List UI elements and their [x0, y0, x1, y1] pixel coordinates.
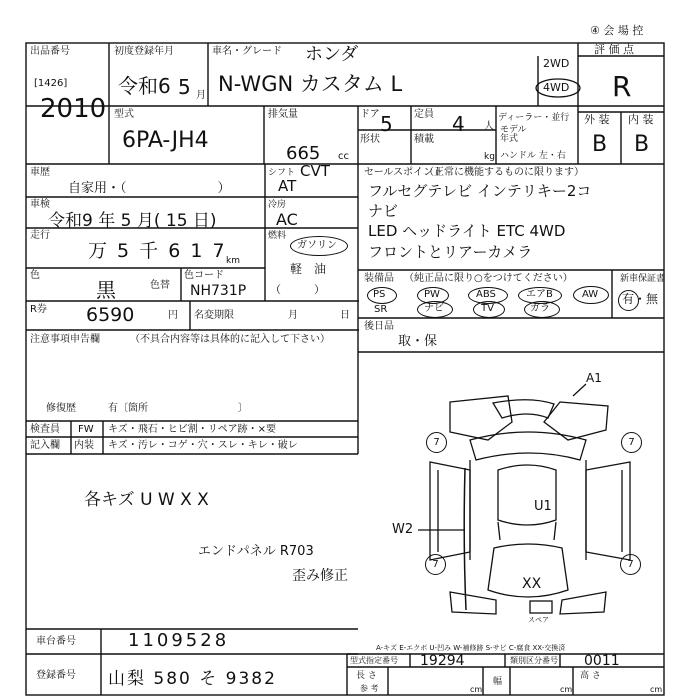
capacity-value: 4: [452, 112, 465, 136]
eval-interior: B: [634, 132, 650, 157]
first-reg-month: 5: [178, 75, 191, 99]
drive-4wd: 4WD: [543, 81, 570, 94]
fuel-selected-circle: [290, 236, 348, 256]
name-change-day: 日: [340, 310, 350, 321]
wheel-rear-right: 7: [620, 554, 641, 575]
wheel-rear-left: 7: [425, 554, 446, 575]
equipment-label: 装備品: [364, 273, 394, 284]
capacity-label: 定員: [414, 109, 434, 120]
color-change-label: 色替: [150, 280, 170, 291]
equip-pw: PW: [424, 289, 440, 300]
displacement-unit: cc: [338, 151, 349, 162]
equip-sr: SR: [374, 304, 388, 315]
color-label: 色: [30, 270, 40, 281]
dim-width-unit: cm: [560, 685, 573, 694]
car-name-label: 車名・グレード: [212, 46, 282, 57]
dealer-label: ディーラー・並行: [498, 113, 570, 123]
chassis-value: 1109528: [128, 630, 230, 651]
car-maker: ホンダ: [305, 44, 359, 65]
inspector-fw-text: キズ・飛石・ヒビ割・リペア跡・×要: [108, 424, 276, 435]
mark-w2: W2: [392, 522, 414, 537]
doors-value: 5: [380, 112, 393, 136]
shift-label: シフト: [268, 168, 296, 178]
warranty-value: 有・無: [622, 292, 659, 306]
eval-exterior: B: [592, 132, 608, 157]
drive-2wd: 2WD: [543, 57, 570, 70]
rear-seat-label: 後日品: [364, 321, 394, 332]
dim-height-unit: cm: [650, 685, 663, 694]
first-reg-label: 初度登録年月: [114, 46, 174, 57]
dim-height-label: 高 さ: [580, 671, 601, 681]
inspector-naiso-text: キズ・汚レ・コゲ・穴・スレ・キレ・破レ: [108, 440, 298, 451]
wheel-front-left: 7: [426, 432, 447, 453]
repair-value: 有〔箇所 〕: [108, 403, 248, 414]
type-approval-value: 19294: [420, 653, 465, 669]
equip-tv: TV: [481, 303, 494, 314]
equip-ps: PS: [373, 289, 386, 300]
corner-text: ④ 会 場 控: [590, 24, 644, 37]
dim-length-sub: 参 考: [360, 684, 379, 693]
lot-label: 出品番号: [30, 46, 70, 57]
handwritten-line-1: 各キズ U W X X: [84, 490, 209, 510]
recycle-label: R券: [30, 304, 47, 315]
shift-value2: AT: [278, 177, 297, 195]
history-label: 車歴: [30, 167, 50, 178]
inspector-label-1: 検査員: [30, 424, 60, 435]
shift-value: CVT: [300, 162, 330, 180]
car-model: N-WGN カスタム L: [218, 72, 403, 96]
repair-label: 修復歴: [46, 403, 76, 414]
mark-a1: A1: [586, 371, 602, 385]
notes-hint: （不具合内容等は具体的に記入して下さい）: [130, 334, 330, 345]
rear-seat-value: 取・保: [398, 334, 438, 349]
eval-int-label: 内 装: [628, 113, 654, 126]
plate-value: 山梨 580 そ 9382: [108, 669, 277, 689]
fuel-paren: （ ）: [270, 283, 325, 296]
model-code-value: 6PA-JH4: [122, 128, 209, 153]
equip-glass: ガラ: [530, 303, 550, 314]
dim-length-label: 長 さ: [356, 671, 377, 681]
model-year-label: モデル 年式: [500, 125, 527, 144]
category-value: 0011: [584, 653, 620, 669]
fuel-gasoline: ガソリン: [297, 240, 337, 251]
sales-line-2: ナビ: [368, 202, 399, 220]
eval-ext-label: 外 装: [584, 113, 610, 126]
warranty-label: 新車保証書: [620, 274, 666, 284]
color-code-label: 色コード: [184, 270, 224, 281]
first-reg-era-year: 令和6: [118, 74, 171, 98]
sales-points-label: セールスポイント: [364, 167, 444, 178]
name-change-month: 月: [288, 310, 298, 321]
aircon-value: AC: [276, 210, 298, 229]
fuel-label: 燃料: [268, 231, 287, 241]
inspector-label-2: 記入欄: [30, 440, 60, 451]
chassis-label: 車台番号: [36, 636, 76, 647]
mileage-label: 走行: [30, 230, 50, 241]
doors-label: ドア: [360, 109, 380, 120]
legend: A-キズ E-エクボ U-凹み W-補修跡 S-サビ C-腐食 XX-交換済: [376, 644, 566, 652]
handle-label: ハンドル 左・右: [500, 151, 566, 161]
notes-label: 注意事項申告欄: [30, 334, 100, 345]
handwritten-line-3: 歪み修正: [292, 568, 348, 584]
capacity-unit: 人: [484, 121, 494, 132]
inspector-naiso: 内装: [74, 440, 94, 451]
sales-points-hint: （正常に機能するものに限ります）: [424, 167, 584, 178]
recycle-unit: 円: [168, 310, 178, 321]
handwritten-line-2: エンドパネル R703: [198, 544, 314, 559]
warranty-circle: [618, 290, 639, 311]
inspection-label: 車検: [30, 199, 50, 210]
equip-abs: ABS: [476, 289, 496, 300]
type-approval-label: 型式指定番号: [350, 656, 398, 665]
mileage-value: 万 5 千 6 1 7: [88, 240, 227, 262]
color-code-value: NH731P: [190, 283, 247, 299]
equip-navi: ナビ: [424, 303, 444, 314]
eval-score: R: [612, 70, 632, 103]
shape-label: 形状: [360, 134, 380, 145]
history-value: 自家用・（ ）: [68, 181, 231, 196]
equipment-hint: （純正品に限り○をつけてください）: [404, 273, 573, 284]
inspector-fw: FW: [78, 424, 94, 435]
load-label: 積載: [414, 134, 434, 145]
lot-small: [1426]: [34, 78, 68, 89]
model-code-label: 型式: [114, 109, 134, 120]
sales-line-3: LED ヘッドライト ETC 4WD: [368, 222, 566, 240]
first-reg-month-unit: 月: [196, 90, 206, 101]
aircon-label: 冷房: [268, 200, 287, 210]
displacement-value: 665: [286, 143, 321, 164]
category-label: 類別区分番号: [510, 656, 558, 665]
sales-line-4: フロントとリアーカメラ: [368, 243, 533, 261]
displacement-label: 排気量: [268, 109, 298, 120]
recycle-value: 6590: [86, 304, 135, 326]
wheel-front-right: 7: [621, 432, 642, 453]
eval-label: 評 価 点: [594, 43, 634, 56]
mileage-unit: km: [226, 256, 240, 266]
inspection-value: 令和9 年 5 月( 15 日): [48, 211, 217, 231]
load-unit: kg: [484, 152, 495, 162]
equip-aw: AW: [582, 289, 599, 300]
sales-line-1: フルセグテレビ インテリキー2コ: [368, 182, 592, 200]
lot-number: 2010: [40, 94, 107, 124]
plate-label: 登録番号: [36, 670, 76, 681]
dim-width-label: 幅: [493, 677, 503, 687]
color-value: 黒: [96, 278, 116, 302]
fuel-light-oil: 軽 油: [290, 262, 327, 276]
name-change-label: 名変期限: [194, 310, 234, 321]
mark-xx: XX: [522, 576, 542, 592]
mark-u1: U1: [534, 499, 552, 514]
spare-label: スペア: [528, 616, 549, 624]
dim-length-unit: cm: [470, 685, 483, 694]
equip-airbag: エアB: [526, 289, 553, 300]
